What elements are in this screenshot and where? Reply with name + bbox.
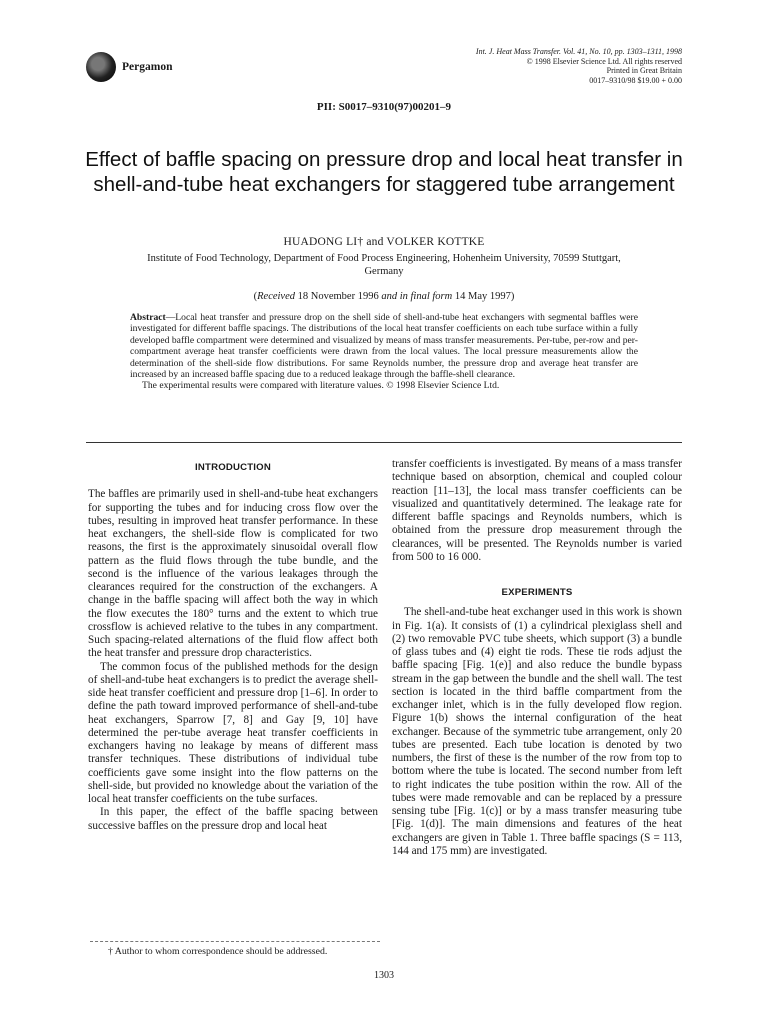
journal-line: Int. J. Heat Mass Transfer. Vol. 41, No. 10, pp. 1303–1311, 1998 [475, 47, 682, 56]
intro-paragraph: The common focus of the published methods for the design of shell-and-tube heat exchangers is to predict the average shell-side heat transfer coefficient and pressure drop [1–6]. In order to define the path toward improved performance of shell-and-tube heat exchangers, Sparrow [7, 8] and Gay [9, 10] have determined the per-tube average heat transfer coefficients in exchangers having no leakage by means of different mass transfer techniques. These distributions of individual tube coefficients gave some insight into the flow patterns on the shell-side, but provided no knowledge about the variation of the local heat transfer coefficients on the tube surfaces. [88, 660, 378, 805]
publisher-name: Pergamon [122, 61, 173, 73]
journal-line: Printed in Great Britain [606, 66, 682, 75]
pii-identifier: PII: S0017–9310(97)00201–9 [316, 101, 452, 113]
intro-continuation: transfer coefficients is investigated. By means of a mass transfer technique based on absorption, chemical and coupled colour reaction [11–13], the local mass transfer coefficients can be visualized and quantitatively determined. The leakage rate for different baffle spacings and Reynolds numbers, which is obtained from the pressure drop measurement through the clearances, will be presented. The Reynolds number is varied from 500 to 16 000. [392, 458, 682, 563]
footnote-divider [90, 941, 380, 942]
received-dates [0, 291, 768, 302]
author-affiliation: Institute of Food Technology, Department of Food Process Engineering, Hohenheim University, 70599 Stuttgart, Germany [147, 253, 621, 277]
header-divider [86, 442, 682, 443]
introduction-heading: INTRODUCTION [195, 462, 271, 473]
journal-line: 0017–9310/98 $19.00 + 0.00 [589, 75, 682, 85]
left-column [88, 458, 378, 833]
publisher-block [86, 52, 172, 82]
journal-citation [476, 47, 682, 85]
final-form-date: 14 May 1997) [452, 291, 515, 302]
right-column [392, 458, 682, 858]
intro-paragraph: In this paper, the effect of the baffle spacing between successive baffles on the pressure drop and local heat [88, 806, 378, 832]
pergamon-globe-logo [86, 52, 116, 82]
abstract-label: Abstract [130, 312, 166, 323]
paper-title: Effect of baffle spacing on pressure drop and local heat transfer in shell-and-tube heat exchangers for staggered tube arrangement [85, 148, 683, 196]
author-footnote: † Author to whom correspondence should be addressed. [108, 946, 328, 957]
received-open: ( [253, 291, 258, 302]
abstract-last-line: The experimental results were compared with literature values. © 1998 Elsevier Science Ltd. [142, 380, 500, 392]
author-list: HUADONG LI† and VOLKER KOTTKE [283, 236, 485, 248]
page-number: 1303 [374, 970, 394, 981]
final-form-label: and in final form [381, 291, 453, 302]
received-date: 18 November 1996 [295, 291, 382, 302]
experiments-paragraph: The shell-and-tube heat exchanger used in this work is shown in Fig. 1(a). It consists of (1) a cylindrical plexiglass shell and (2) two removable PVC tube sheets, which support (3) a bundle of glass tubes and (4) eight tie rods. These tie rods adjust the baffle spacing [Fig. 1(e)] and also reduce the bundle bypass stream in the gap between the bundle and the shell wall. The test section is located in the third baffle compartment from the exchanger inlet, which is in the fully developed flow region. Figure 1(b) shows the internal configuration of the heat exchanger. Because of the symmetric tube arrangement, only 20 tubes are presented. Each tube location is denoted by two numbers, the first of these is the number of the row from top to bottom where the tube is located. The second number from left to right indicates the tube position within the row. All of the tubes were made removable and can be replaced by a pressure sensing tube [Fig. 1(c)] or by a mass transfer measuring tube [Fig. 1(d)]. The main dimensions and features of the heat exchangers are given in Table 1. Three baffle spacings (S = 113, 144 and 175 mm) are investigated. [392, 606, 682, 857]
intro-paragraph: The baffles are primarily used in shell-and-tube heat exchangers for supporting the tubes and for inducing cross flow over the tubes, resulting in improved heat transfer performance. In these heat exchangers, the shell-side flow is complicated for two reasons, the first is the approximately sinusoidal overall flow pattern as the fluid flows through the tube bundle, and the second is the influence of the various leakages through the clearances required for the construction of the exchangers. A change in the baffle spacing will affect both the way in which the flow executes the 180° turns and the extent to which true crossflow is achieved relative to the tubes in any compartment. Such spacing-related alternations of the fluid flow affect both the heat transfer and pressure drop characteristics. [88, 488, 378, 660]
received-label: Received [257, 291, 296, 302]
abstract-text: —Local heat transfer and pressure drop on the shell side of shell-and-tube heat exchangers with segmental baffles were investigated for different baffle spacings. The distributions of the local heat transfer coefficients on each tube surface within a fully developed baffle compartment were determined and visualized by means of mass transfer measurements. Per-tube, per-row and per-compartment average heat transfer coefficients were drawn from the local values. The local pressure measurements allow the determination of the shell-side flow distributions. For same Reynolds number, the pressure drop and average heat transfer are increased by an increased baffle spacing due to a reduced leakage through the baffle-shell clearance. [130, 312, 638, 381]
abstract [130, 312, 638, 392]
experiments-heading: EXPERIMENTS [501, 587, 573, 598]
journal-line: © 1998 Elsevier Science Ltd. All rights reserved [526, 56, 682, 66]
